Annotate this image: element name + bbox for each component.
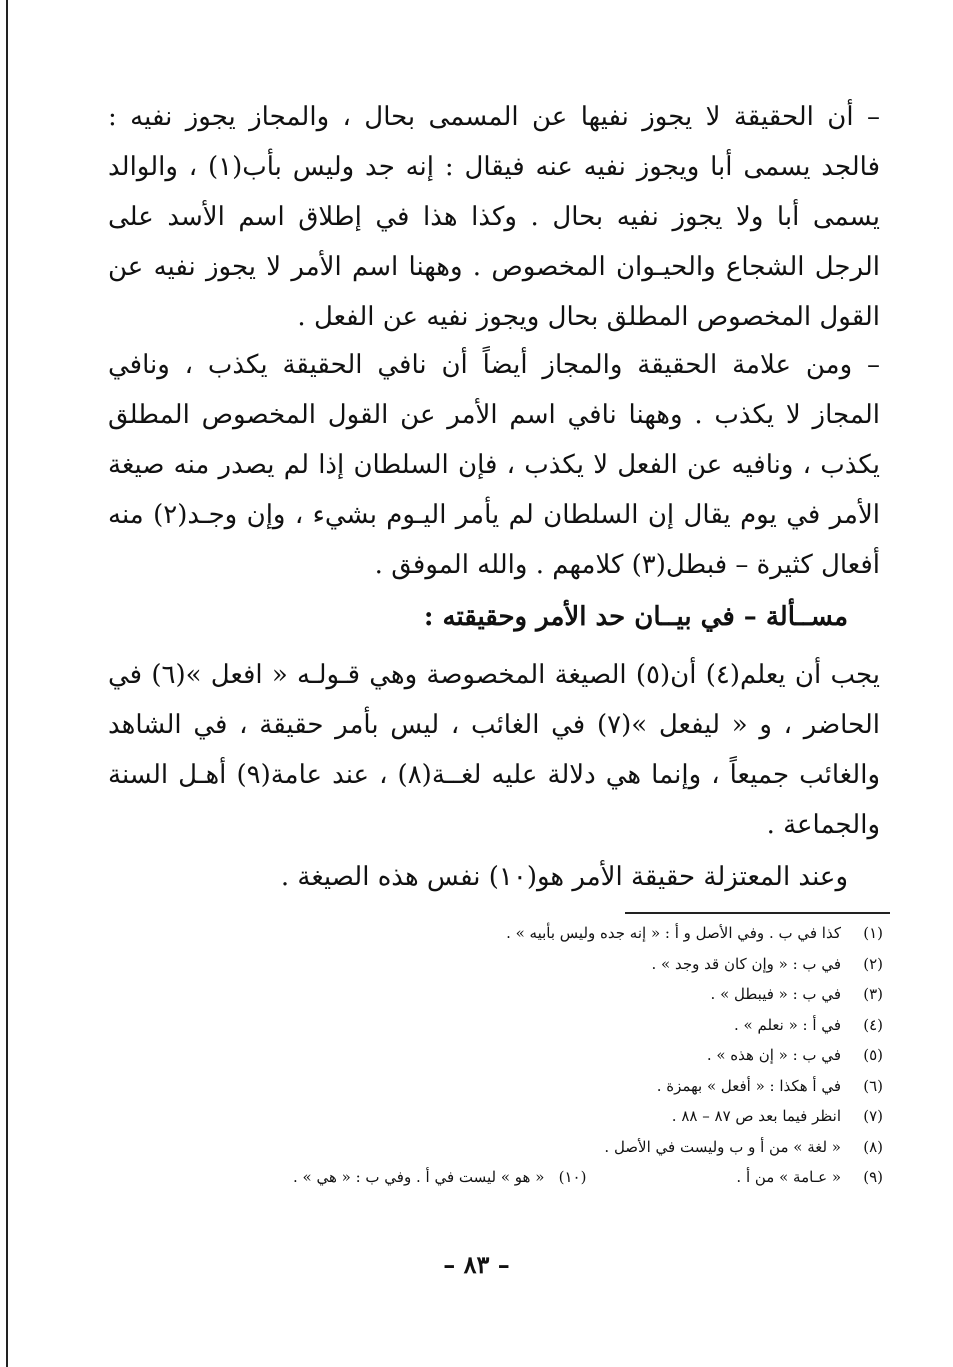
footnote-number: (٦) (863, 1076, 883, 1095)
footnote-text: في ب : « فيبطل » . (710, 985, 841, 1003)
footnote-separator (625, 912, 890, 914)
section-heading: مســألة – في بيــان حد الأمر وحقيقته : (423, 602, 848, 632)
footnote-number: (٩) (863, 1168, 883, 1186)
paragraph-4: وعند المعتزلة حقيقة الأمر هو(١٠) نفس هذه الصيغة . (280, 862, 848, 892)
page-number: – ٨٣ – (443, 1250, 510, 1279)
footnote-text: في ب : « وإن كان قد وجد » . (651, 954, 841, 973)
footnote-number: (١) (863, 924, 883, 942)
footnote-4 (108, 1010, 883, 1041)
footnote-number: (١٠) (558, 1168, 587, 1186)
footnote-text: « هو » ليست في أ . وفي ب : « هي » . (292, 1168, 545, 1186)
footnote-text: في أ هكذا : « أفعل » بهمزة . (656, 1076, 841, 1095)
footnote-3 (108, 979, 883, 1010)
footnote-text: في أ : « نعلم » . (734, 1015, 841, 1034)
footnote-number: (٧) (863, 1107, 883, 1125)
paragraph-3: يجب أن يعلم(٤) أن(٥) الصيغة المخصوصة وهي قـولـه « افعل »(٦) في الحاضر ، و « ليفعل »(٧) في الغائب ، ليس بأمر حقيقة ، في الشاهد والغائب جميعاً ، وإنما هي دلالة عليه لغــة(٨) ، عند عامة(٩) أهـل السنة والجماعة . (108, 660, 881, 840)
footnote-number: (٣) (863, 985, 883, 1003)
footnote-8 (108, 1132, 883, 1163)
footnote-number: (٥) (863, 1046, 883, 1064)
footnote-text: « لغة » من أ و ب وليست في الأصل . (604, 1137, 841, 1156)
footnote-text: « عـامة » من أ . (736, 1168, 841, 1186)
footnote-6 (108, 1071, 883, 1102)
footnotes-list (108, 918, 883, 1193)
paragraph-2: – ومن علامة الحقيقة والمجاز أيضاً أن نافي الحقيقة يكذب ، ونافي المجاز لا يكذب . وههنا نافي اسم الأمر عن القول المخصوص المطلق يكذب ، ونافيه عن الفعل لا يكذب ، فإن السلطان إذا لم يصدر منه صيغة الأمر في يوم يقال إن السلطان لم يأمر اليـوم بشيء ، وإن وجـد(٢) منه أفعال كثيرة – فبطل(٣) كلامهم . والله الموفق . (108, 350, 880, 580)
footnote-number: (٢) (863, 954, 883, 973)
footnote-number: (٤) (863, 1015, 883, 1034)
footnote-10 (293, 1162, 586, 1193)
footnote-5 (108, 1040, 883, 1071)
footnote-text: في ب : « إن هذه » . (706, 1046, 841, 1064)
footnote-text: كذا في ب . وفي الأصل و أ : « إنه جده وليس بأبيه » . (506, 924, 841, 942)
page-edge-line (6, 0, 8, 1367)
footnote-9 (108, 1162, 883, 1193)
footnote-2 (108, 949, 883, 980)
paragraph-1: – أن الحقيقة لا يجوز نفيها عن المسمى بحال ، والمجاز يجوز نفيه : فالجد يسمى أبا ويجوز نفيه عنه فيقال : إنه جد وليس بأب(١) ، والوالد يسمى أبا ولا يجوز نفيه بحال . وكذا هذا في إطلاق اسم الأسد على الرجل الشجاع والحيـوان المخصوص . وههنا اسم الأمر لا يجوز نفيه عن القول المخصوص المطلق بحال ويجوز نفيه عن الفعل . (108, 102, 881, 332)
footnote-7 (108, 1101, 883, 1132)
footnote-text: انظر فيما بعد ص ٨٧ – ٨٨ . (671, 1107, 841, 1125)
footnote-number: (٨) (863, 1137, 883, 1156)
footnote-1 (108, 918, 883, 949)
